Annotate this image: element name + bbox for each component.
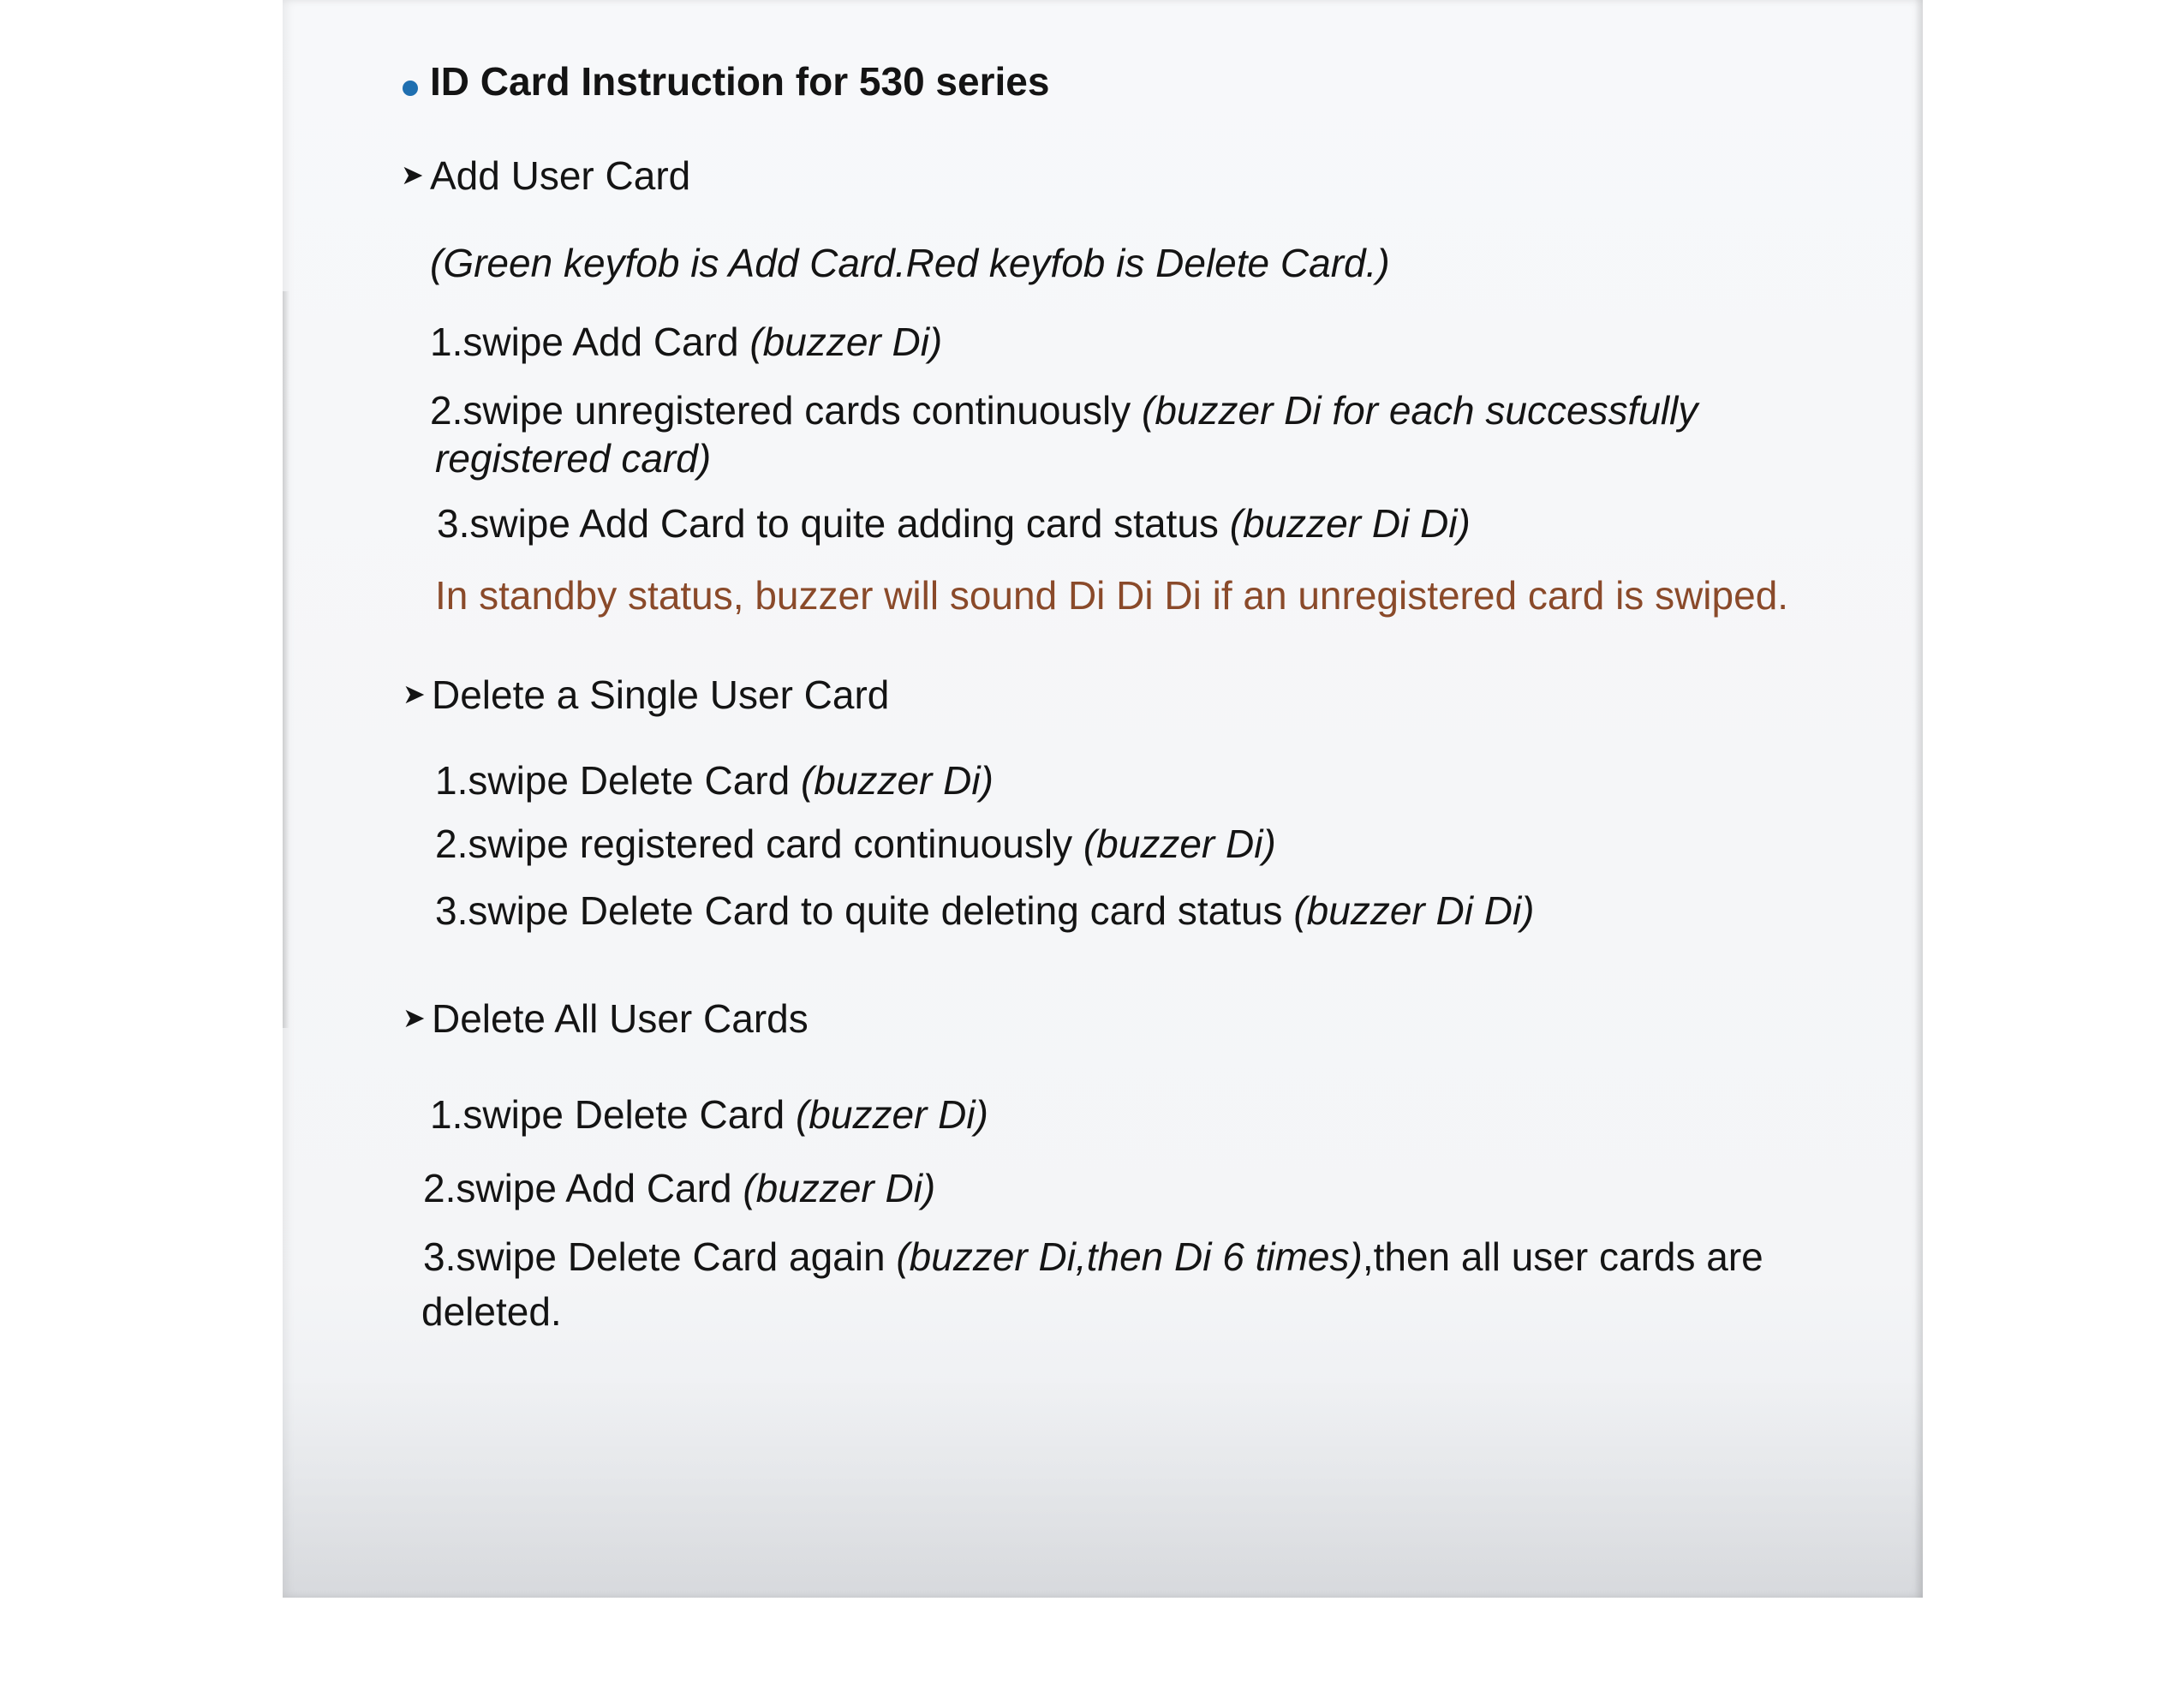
arrowhead-right-icon: ➤ bbox=[403, 678, 426, 709]
step-text: 3.swipe Delete Card again bbox=[423, 1234, 897, 1279]
step-buzzer-note: (buzzer Di) bbox=[749, 320, 943, 364]
step-text: 2.swipe Add Card bbox=[423, 1166, 743, 1210]
sheet-bottom-shadow bbox=[283, 1375, 1923, 1598]
section-heading-label: Delete All User Cards bbox=[432, 996, 809, 1041]
section-heading-add-user-card bbox=[401, 152, 690, 199]
arrowhead-right-icon: ➤ bbox=[403, 1002, 426, 1033]
step-text-continued: deleted. bbox=[421, 1289, 562, 1334]
step-text-tail: ,then all user cards are bbox=[1362, 1234, 1763, 1279]
add-card-step-3 bbox=[437, 500, 1471, 547]
standby-warning bbox=[435, 572, 1788, 618]
keyfob-note bbox=[430, 240, 1390, 286]
step-buzzer-note: (buzzer Di) bbox=[795, 1092, 988, 1137]
delete-all-step-1 bbox=[430, 1091, 988, 1138]
section-heading-label: Add User Card bbox=[430, 153, 691, 198]
step-text: 2.swipe registered card continuously bbox=[435, 822, 1083, 866]
step-buzzer-note: (buzzer Di Di) bbox=[1293, 888, 1535, 933]
add-card-step-2-continued bbox=[435, 435, 711, 481]
standby-warning-text: In standby status, buzzer will sound Di Di Di if an unregistered card is swiped. bbox=[435, 573, 1789, 618]
step-buzzer-note: (buzzer Di,then Di 6 times) bbox=[896, 1234, 1363, 1279]
step-text: 3.swipe Add Card to quite adding card status bbox=[437, 501, 1230, 546]
delete-all-step-3-continued bbox=[421, 1288, 562, 1335]
delete-single-step-1 bbox=[435, 757, 994, 804]
delete-all-step-3 bbox=[423, 1234, 1763, 1280]
add-card-step-1 bbox=[430, 319, 942, 365]
sheet-left-edge-shadow bbox=[283, 291, 289, 1028]
delete-all-step-2 bbox=[423, 1165, 935, 1211]
step-text: 1.swipe Delete Card bbox=[430, 1092, 796, 1137]
step-buzzer-note: (buzzer Di) bbox=[743, 1166, 936, 1210]
section-heading-delete-single-card bbox=[403, 672, 889, 718]
document-title-text: ID Card Instruction for 530 series bbox=[430, 59, 1050, 104]
document-title bbox=[430, 58, 1049, 105]
step-text: 1.swipe Add Card bbox=[430, 320, 750, 364]
step-text: 2.swipe unregistered cards continuously bbox=[430, 388, 1143, 433]
step-buzzer-note: (buzzer Di for each successfully bbox=[1142, 388, 1698, 433]
arrowhead-right-icon: ➤ bbox=[401, 159, 424, 190]
step-buzzer-note: (buzzer Di Di) bbox=[1229, 501, 1471, 546]
step-buzzer-note: (buzzer Di) bbox=[1083, 822, 1276, 866]
title-bullet-icon bbox=[403, 81, 418, 96]
step-text: 1.swipe Delete Card bbox=[435, 758, 801, 803]
step-buzzer-note: (buzzer Di) bbox=[800, 758, 994, 803]
step-buzzer-note-continued: registered card) bbox=[435, 436, 712, 481]
section-heading-label: Delete a Single User Card bbox=[432, 672, 890, 717]
step-text: 3.swipe Delete Card to quite deleting card status bbox=[435, 888, 1294, 933]
keyfob-note-text: (Green keyfob is Add Card.Red keyfob is Delete Card.) bbox=[430, 241, 1390, 285]
add-card-step-2 bbox=[430, 387, 1698, 433]
delete-single-step-2 bbox=[435, 821, 1276, 867]
section-heading-delete-all-cards bbox=[403, 995, 809, 1042]
delete-single-step-3 bbox=[435, 887, 1535, 934]
sheet-right-edge-shadow bbox=[1914, 0, 1923, 1598]
